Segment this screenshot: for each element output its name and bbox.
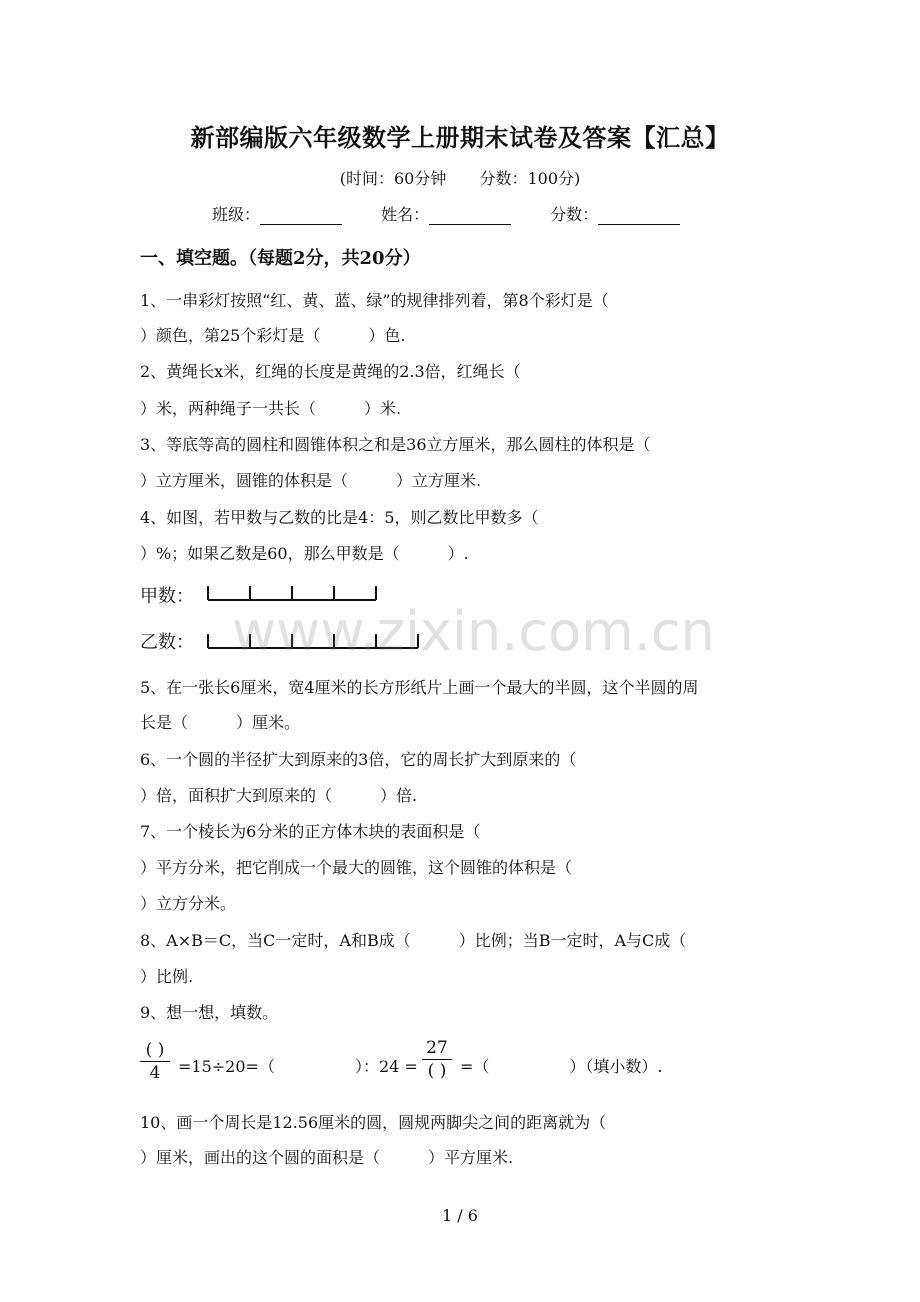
- section-heading: 一、填空题。（每题2分，共20分）: [140, 248, 421, 269]
- score-label: 分数：: [550, 205, 599, 224]
- question-line: 6、一个圆的半径扩大到原来的3倍，它的周长扩大到原来的（: [140, 750, 577, 769]
- question-line: ）平方分米，把它削成一个最大的圆锥，这个圆锥的体积是（: [140, 858, 573, 877]
- fraction-2-numerator: 27: [426, 1038, 448, 1058]
- yi-label: 乙数：: [140, 632, 194, 653]
- question-line: 2、黄绳长x米，红绳的长度是黄绳的2.3倍，红绳长（: [140, 362, 521, 381]
- fraction-2: [422, 1038, 452, 1081]
- question-line: 9、想一想，填数。: [140, 1003, 279, 1022]
- question-line: 5、在一张长6厘米，宽4厘米的长方形纸片上画一个最大的半圆，这个半圆的周: [140, 678, 699, 697]
- class-blank[interactable]: [260, 206, 342, 225]
- question-line: 8、A×B＝C，当C一定时，A和B成（ ）比例；当B一定时，A与C成（: [140, 931, 687, 950]
- class-field[interactable]: [212, 202, 342, 225]
- exam-total-score: 分数：100分): [479, 169, 581, 188]
- question-line: ）比例.: [140, 967, 194, 986]
- page-number: 1 / 6: [442, 1206, 478, 1225]
- score-field[interactable]: [550, 202, 680, 225]
- question-line: 4、如图，若甲数与乙数的比是4：5，则乙数比甲数多（: [140, 508, 539, 527]
- question-line: ）立方分米。: [140, 894, 237, 913]
- question-line: ）颜色，第25个彩灯是（ ）色.: [140, 326, 406, 345]
- question-line: ）%；如果乙数是60，那么甲数是（ ）.: [140, 544, 469, 563]
- question-line: 3、等底等高的圆柱和圆锥体积之和是36立方厘米，那么圆柱的体积是（: [140, 435, 651, 454]
- fraction-1-denominator: 4: [149, 1063, 161, 1083]
- question-line: 10、画一个周长是12.56厘米的圆，圆规两脚尖之间的距离就为（: [140, 1113, 607, 1132]
- name-blank[interactable]: [429, 206, 511, 225]
- fraction-2-denominator[interactable]: ( ): [427, 1061, 447, 1081]
- class-label: 班级：: [212, 205, 261, 224]
- q9-tail: =（ ）（填小数）.: [460, 1057, 663, 1076]
- score-blank[interactable]: [598, 206, 680, 225]
- name-label: 姓名：: [381, 205, 430, 224]
- question-line: ）厘米，画出的这个圆的面积是（ ）平方厘米.: [140, 1148, 514, 1167]
- question-line: 1、一串彩灯按照“红、黄、蓝、绿”的规律排列着，第8个彩灯是（: [140, 291, 609, 310]
- student-info-fields: [212, 202, 714, 225]
- jia-label: 甲数：: [140, 586, 194, 607]
- q9-middle: =15÷20=（ ）：24 =: [178, 1057, 418, 1076]
- name-field[interactable]: [381, 202, 511, 225]
- exam-info: [0, 166, 920, 189]
- question-line: 7、一个棱长为6分米的正方体木块的表面积是（: [140, 822, 481, 841]
- question-line: ）立方厘米，圆锥的体积是（ ）立方厘米.: [140, 471, 482, 490]
- question-line: ）倍，面积扩大到原来的（ ）倍.: [140, 786, 418, 805]
- question-line: 长是（ ）厘米。: [140, 713, 301, 732]
- exam-time: (时间：60分钟: [339, 169, 447, 188]
- question-line: ）米，两种绳子一共长（ ）米.: [140, 399, 402, 418]
- page-title: 新部编版六年级数学上册期末试卷及答案【汇总】: [190, 123, 730, 152]
- watermark: www.zixin.com.cn: [232, 600, 715, 663]
- fraction-1-numerator[interactable]: ( ): [145, 1040, 165, 1060]
- fraction-1: [140, 1040, 170, 1083]
